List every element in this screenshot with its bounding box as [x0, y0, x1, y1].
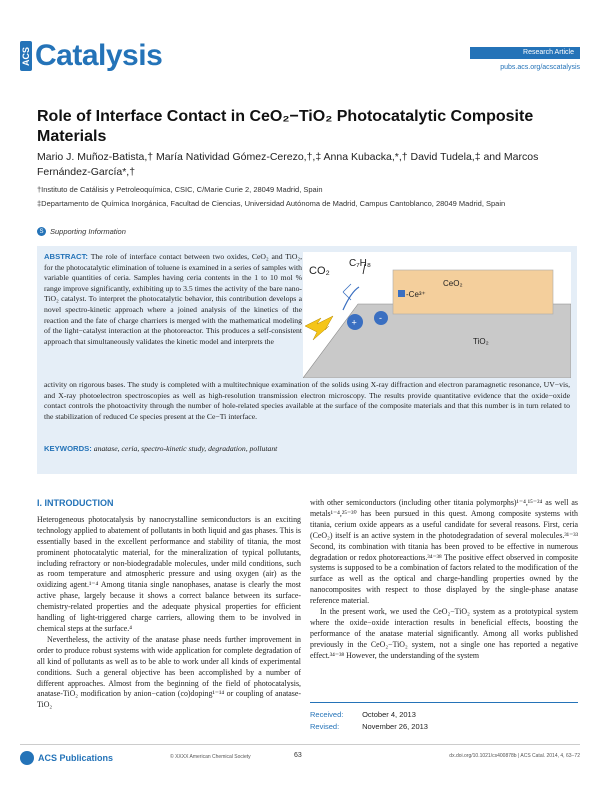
acs-publications-logo — [20, 751, 113, 765]
journal-name: Catalysis — [35, 39, 163, 72]
affiliation-2: ‡Departamento de Química Inorgánica, Facultad de Ciencias, Universidad Autónoma de Madrid, Campus Cantoblanco, 28049 Madrid, Spain — [37, 199, 506, 208]
intro-paragraph-3: with other semiconductors (including other titania polymorphs)¹⁻⁴,¹⁵⁻²⁴ as well as metals¹⁻⁴,²⁵⁻³⁰ has been pursued in this quest. Among composite systems with titania, cerium oxide appears as a useful candidate for several reasons. First, ceria (CeO₂) itself is an active system in the photodegradation of several molecules.³¹⁻³³ Second, its combination with titania has been proved to be effective in numerous degradation or redox photoreactions.³⁴⁻³⁸ The positive effect observed in composite systems is supposed to be a combination of factors related to the modification of the surface as well as the optical and charge-handling properties owned by the nanocomposites with respect to those displayed by the single-phase anatase reference material. — [310, 498, 578, 606]
electron-sign: - — [379, 313, 382, 323]
right-column — [310, 498, 578, 662]
publisher-name: ACS Publications — [38, 753, 114, 763]
revised-date: November 26, 2013 — [362, 722, 428, 731]
supporting-information-label: Supporting Information — [50, 227, 126, 236]
page-number: 63 — [294, 752, 302, 759]
article-title: Role of Interface Contact in CeO₂−TiO₂ Photocatalytic Composite Materials — [37, 108, 534, 145]
journal-logo — [20, 41, 162, 71]
received-date: October 4, 2013 — [362, 710, 416, 719]
tio2-label: TiO₂ — [473, 337, 489, 346]
article-dates — [310, 702, 578, 733]
received-row — [310, 709, 578, 721]
hole-sign: + — [351, 317, 357, 328]
intro-paragraph-2: Nevertheless, the activity of the anatase phase needs further improvement in order to produce robust systems with wide application for complete degradation of all kind of pollutants as well as to be able to work under all kinds of experimental conditions. Such a general objective has been accomplished by a number of different approaches. Almost from the beginning of the field of photocatalysis, anatase-TiO₂ modification by anion−cation (co)doping¹⁻¹⁴ or coupling of anatase-TiO₂ — [37, 634, 301, 710]
abstract-continued: activity on rigorous bases. The study is completed with a multitechnique examination of the solids using X-ray diffraction and electron paramagnetic resonance, UV−vis, and X-ray photoelectron spectroscopies as well as high-resolution transmission electron microscopy. The results provide quantitative evidence that the oxide−oxide contact controls the photoactivity through the number of hole-related species available at the surface of the composite materials and that this number is in turn related to the stabilization of reduced Ce species present at the Ce−Ti interface. — [44, 380, 570, 421]
intro-paragraph-4: In the present work, we used the CeO₂−TiO₂ system as a prototypical system where the oxide−oxide interaction results in beneficial effects, boosting the performance of the anatase material significantly. Among all works published previously in the CeO₂−TiO₂ system, not a single one has reported a negative effect.³⁴⁻³⁸ However, the understanding of the system — [310, 607, 578, 660]
toluene-label: C₇H₈ — [349, 258, 372, 269]
co2-label: CO₂ — [309, 265, 330, 277]
intro-paragraph-1: Heterogeneous photocatalysis by nanocrystalline semiconductors is an exciting technology applied to abatement of pollutants in both liquid and gas phases. This is essentially based in the excellent performance and stability of titania, the most prominent photocatalytic material, for the mineralization of typical pollutants, including refractory or non-biodegradable molecules, under mild conditions, such as room temperature and atmospheric pressure and using oxygen (air) as the oxidizing agent.¹⁻⁴ Among titania single nanophases, anatase is clearly the most active phase, largely because it shows a correct balance between its surface-chemistry-related properties and the adequate physical properties for efficient handling of light-triggered charge carriers, allowing them to be involved in chemical steps at the surface.⁴ — [37, 514, 301, 633]
keywords — [44, 444, 570, 455]
footer-divider — [20, 744, 580, 745]
revised-label: Revised: — [310, 722, 340, 731]
author-list: Mario J. Muñoz-Batista,† María Natividad Gómez-Cerezo,†,‡ Anna Kubacka,*,† David Tudela,‡ and Marcos Fernández-García*,† — [37, 151, 539, 178]
section-heading: I. INTRODUCTION — [37, 498, 114, 508]
left-column — [37, 498, 301, 711]
ce3-site-marker — [398, 290, 405, 297]
copyright: © XXXX American Chemical Society — [170, 754, 251, 760]
revised-row — [310, 721, 578, 733]
acs-badge: ACS — [20, 41, 32, 71]
article-type-banner: Research Article — [470, 47, 580, 59]
ceo2-label: CeO₂ — [443, 279, 463, 288]
toc-graphic — [303, 252, 571, 378]
acs-logo-icon — [20, 751, 34, 765]
journal-url[interactable]: pubs.acs.org/acscatalysis — [500, 64, 580, 71]
abstract-label: ABSTRACT: — [44, 252, 88, 261]
ce3-label: -Ce³⁺ — [406, 290, 426, 299]
supporting-info-icon: S — [37, 227, 46, 236]
citation[interactable]: dx.doi.org/10.1021/cs400878b | ACS Catal. 2014, 4, 63−72 — [449, 753, 580, 759]
affiliation-1: †Instituto de Catálisis y Petroleoquímica, CSIC, C/Marie Curie 2, 28049 Madrid, Spain — [37, 185, 323, 194]
supporting-information-link[interactable] — [37, 227, 126, 236]
abstract-part-1: The role of interface contact between two oxides, CeO₂ and TiO₂, for the photocatalytic elimination of toluene is examined in a series of samples with variable quantities of ceria. Samples having ceria contents in the 1 to 10 mol % range improve significantly, exhibiting up to 3.5 times the activity of the bare nano-TiO₂ catalyst. To interpret the photocatalytic behavior, this contribution develops a novel spectro-kinetic approach where a joined analysis of the kinetics of the reaction and the fate of charge charriers is merged with the mathematical modeling of the light−catalyst interaction at the photoreactor. This produces a self-consistent approach that simultaneously validates the kinetic model and interprets the — [44, 252, 302, 346]
received-label: Received: — [310, 710, 344, 719]
abstract-text — [44, 252, 302, 347]
keywords-label: KEYWORDS: — [44, 444, 92, 453]
keywords-list: anatase, ceria, spectro-kinetic study, degradation, pollutant — [93, 444, 278, 453]
